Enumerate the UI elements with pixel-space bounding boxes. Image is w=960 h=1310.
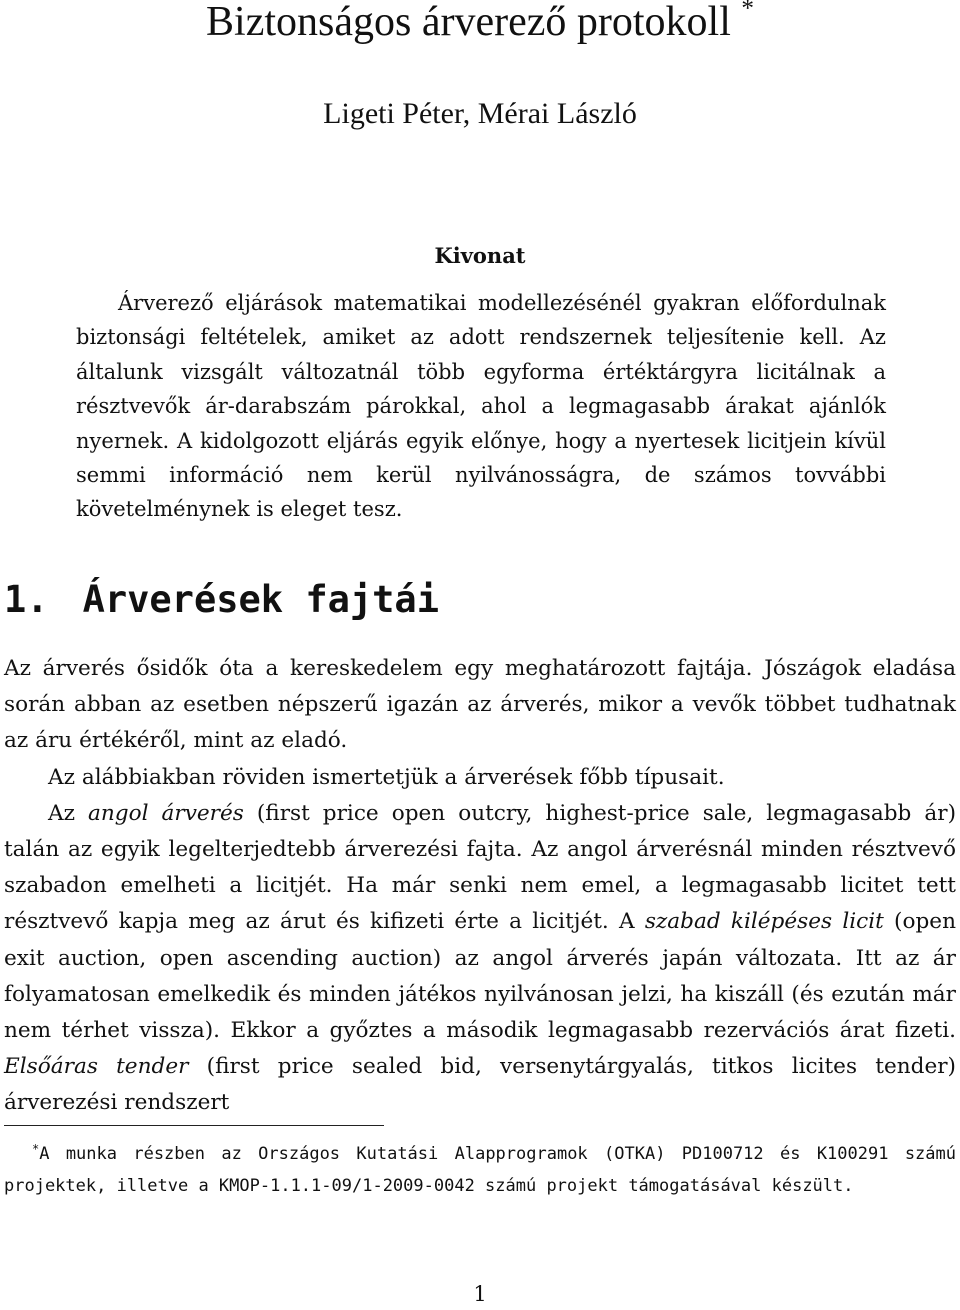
paragraph-1: Az árverés ősidők óta a kereskedelem egy meghatározott fajtája. Jószágok eladása során abban az esetben népszerű igazán az árverés, mikor a vevők többet tudhatnak az áru értékéről, mint az eladó. <box>4 656 956 754</box>
section-heading <box>4 576 439 624</box>
paragraph-3-text-d: (first price sealed bid, versenytárgyalás, titkos licites tender) árverezési rendszert <box>4 1054 956 1116</box>
term-open-exit-auction: szabad kilépéses licit <box>644 909 884 935</box>
footnote-text: A munka részben az Országos Kutatási Alapprogramok (OTKA) PD100712 és K100291 számú projektek, illetve a KMOP-1.1.1-09/1-2009-0042 számú projekt támogatásával készült. <box>4 1144 956 1196</box>
footnote-rule <box>4 1125 384 1126</box>
abstract-text: Árverező eljárások matematikai modellezésénél gyakran előfordulnak biztonsági feltételek, amiket az adott rendszernek teljesítenie kell. Az általunk vizsgált változatnál több egyforma értéktárgyra licitálnak a résztvevők ár-darabszám párokkal, ahol a legmagasabb árakat ajánlók nyernek. A kidolgozott eljárás egyik előnye, hogy a nyertesek licitjein kívül semmi információ nem kerül nyilvánosságra, de számos tovvábbi követelménynek is eleget tesz. <box>76 291 886 522</box>
paragraph-3-text-a: Az <box>48 800 88 826</box>
body-text <box>4 651 956 1122</box>
title-footnote-mark: * <box>741 0 754 23</box>
abstract-heading: Kivonat <box>434 243 526 268</box>
footnote <box>4 1134 956 1202</box>
paragraph-3-text-c: (open exit auction, open ascending auction) az angol árverés japán változata. Itt az ár folyamatosan emelkedik és minden játékos nyilvánosan jelzi, ha kiszáll (és ezután már nem térhet vissza). Ekkor a győztes a második legmagasabb rezervációs árat fizeti. <box>4 909 956 1044</box>
authors: Ligeti Péter, Mérai László <box>323 97 637 130</box>
paragraph-3-text-b: (first price open outcry, highest-price sale, legmagasabb ár) talán az egyik legelterjedtebb árverezési fajta. Az angol árverésnál minden résztvevő szabadon emelheti a licitjét. Ha már senki nem emel, a legmagasabb licitet tett résztvevő kapja meg az árut és kifizeti érte a licitjét. A <box>4 800 956 935</box>
section-title: Árverések fajtái <box>82 578 439 621</box>
term-first-price-tender: Elsőáras tender <box>4 1054 189 1080</box>
term-english-auction: angol árverés <box>87 800 244 826</box>
section-number: 1. <box>4 578 49 621</box>
paper-title <box>0 0 960 48</box>
abstract <box>76 286 886 527</box>
paragraph-3 <box>4 796 956 1122</box>
page-number: 1 <box>473 1282 487 1306</box>
paragraph-2: Az alábbiakban röviden ismertetjük a árverések főbb típusait. <box>48 764 725 790</box>
title-text: Biztonságos árverező protokoll <box>206 0 731 45</box>
footnote-mark: * <box>32 1142 40 1156</box>
